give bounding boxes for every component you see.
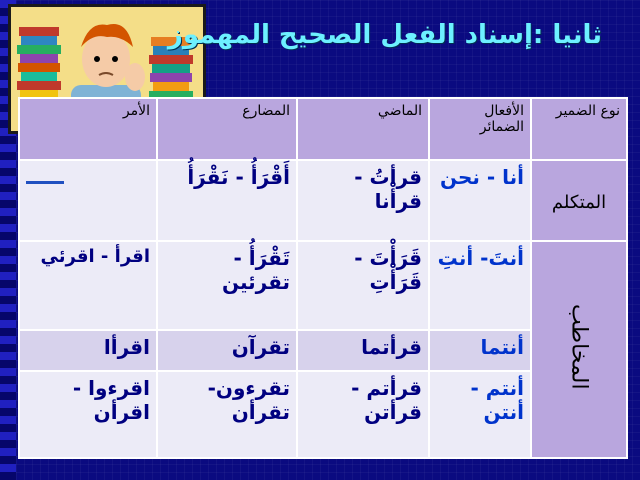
group-speaker: [531, 160, 627, 241]
table-header-row: [19, 98, 627, 160]
pronoun-cell: أنتم - أنتن: [429, 371, 531, 458]
pronoun-cell: أنتَ- أنتِ: [429, 241, 531, 330]
pronoun-cell: أنتما: [429, 330, 531, 371]
present-cell: أَقْرَأُ - نَقْرَأُ: [157, 160, 297, 241]
past-cell: قرأتُ - قرأْنا: [297, 160, 429, 241]
past-cell: قرأتما: [297, 330, 429, 371]
present-cell: تقرآن: [157, 330, 297, 371]
conjugation-table: [18, 97, 628, 459]
header-past: الماضي: [297, 98, 429, 160]
present-cell: تقرءون- تقرأن: [157, 371, 297, 458]
imperative-cell: [19, 160, 157, 241]
imperative-cell: اقرأا: [19, 330, 157, 371]
group-speaker-label: المتكلم: [551, 191, 607, 213]
present-cell: تَقْرَأُ - تقرئين: [157, 241, 297, 330]
header-present: المضارع: [157, 98, 297, 160]
group-addressee: [531, 241, 627, 458]
header-type: نوع الضمير: [531, 98, 627, 160]
imperative-cell: اقرءوا - اقرأن: [19, 371, 157, 458]
past-cell: قَرَأْتَ - قَرَأْتِ: [297, 241, 429, 330]
past-cell: قرأتم - قرأتن: [297, 371, 429, 458]
table-row: [19, 241, 627, 330]
slide-title: ثانيا :إسناد الفعل الصحيح المهموز: [167, 20, 602, 50]
header-pronouns: الأفعال الضمائر: [429, 98, 531, 160]
table-row: [19, 160, 627, 241]
pronoun-cell: أنا - نحن: [429, 160, 531, 241]
conjugation-table-container: [18, 97, 626, 459]
imperative-cell: اقرأ - اقرئي: [19, 241, 157, 330]
empty-dash-mark: [26, 181, 64, 184]
group-addressee-label: المخاطب: [566, 304, 592, 390]
header-imperative: الأمر: [19, 98, 157, 160]
